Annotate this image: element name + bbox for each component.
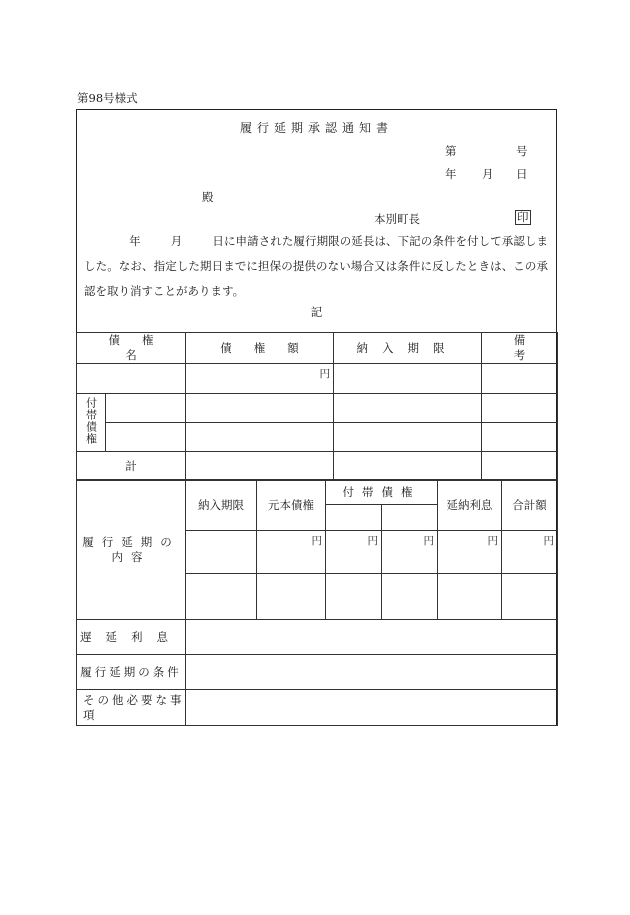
total-label: 計: [77, 452, 186, 481]
header-attached-claim: 付帯債権: [326, 480, 438, 505]
late-interest-cell[interactable]: [186, 620, 558, 655]
header-claim-name: 債権名: [77, 333, 186, 364]
due-date-cell[interactable]: [334, 364, 482, 394]
ext-due-date-cell[interactable]: [186, 531, 257, 574]
conditions-table: [76, 619, 558, 726]
issuer-name: 本別町長: [374, 212, 420, 226]
table-row: [77, 423, 558, 452]
body-year: 年: [129, 234, 141, 248]
claim-amount-cell[interactable]: 円: [186, 364, 334, 394]
seal-mark: [515, 210, 531, 225]
total-due-cell[interactable]: [334, 452, 482, 481]
total-amount-cell[interactable]: [502, 574, 558, 620]
total-row: [77, 452, 558, 481]
header-total-amount: 合計額: [502, 480, 558, 531]
principal-cell[interactable]: 円: [257, 531, 326, 574]
table-row: [77, 690, 558, 726]
total-amount-cell[interactable]: 円: [502, 531, 558, 574]
attached-1-cell[interactable]: 円: [326, 531, 382, 574]
deferred-interest-cell[interactable]: 円: [438, 531, 502, 574]
header-principal: 元本債権: [257, 480, 326, 531]
remarks-cell[interactable]: [482, 364, 558, 394]
attached-2-cell[interactable]: [382, 574, 438, 620]
attached-remarks-cell[interactable]: [482, 423, 558, 452]
late-interest-label: 遅延利息: [77, 620, 186, 655]
extension-header-row: [77, 480, 558, 505]
deferred-interest-cell[interactable]: [438, 574, 502, 620]
attached-due-cell[interactable]: [334, 423, 482, 452]
date-month: 月: [482, 167, 494, 181]
attached-2-cell[interactable]: 円: [382, 531, 438, 574]
table-row: [77, 394, 558, 423]
document-title: 履行延期承認通知書: [239, 121, 393, 135]
date-year: 年: [445, 167, 457, 181]
seal-label: 印: [517, 210, 529, 224]
ki-label: 記: [310, 305, 323, 319]
attached-subcol-1: [326, 505, 382, 531]
total-remarks-cell[interactable]: [482, 452, 558, 481]
attached-subcol-2: [382, 505, 438, 531]
ext-due-date-cell[interactable]: [186, 574, 257, 620]
extension-condition-label: 履行延期の条件: [77, 655, 186, 690]
attached-1-cell[interactable]: [326, 574, 382, 620]
principal-cell[interactable]: [257, 574, 326, 620]
header-deferred-interest: 延納利息: [438, 480, 502, 531]
claim-header-row: [77, 333, 558, 364]
date-day: 日: [516, 167, 528, 181]
header-claim-amount: 債権額: [186, 333, 334, 364]
attached-claim-text: 付帯債権: [84, 396, 98, 445]
attached-remarks-cell[interactable]: [482, 394, 558, 423]
extension-table: [76, 479, 558, 620]
attached-amount-cell[interactable]: [186, 394, 334, 423]
number-prefix: 第: [445, 144, 457, 158]
form-number: 第98号様式: [77, 91, 138, 105]
extension-content-label: 履行延期の内容: [77, 480, 186, 620]
header-due-date: 納入期限: [334, 333, 482, 364]
other-matters-label: その他必要な事項: [77, 690, 186, 726]
attached-name-cell[interactable]: [106, 423, 186, 452]
attached-claim-label: [77, 394, 106, 452]
header-ext-due-date: 納入期限: [186, 480, 257, 531]
claim-name-cell[interactable]: [77, 364, 186, 394]
notice-body: [84, 229, 548, 304]
other-matters-cell[interactable]: [186, 690, 558, 726]
table-row: [77, 655, 558, 690]
number-suffix: 号: [516, 144, 528, 158]
table-row: [77, 620, 558, 655]
table-row: [77, 364, 558, 394]
total-amount-cell[interactable]: [186, 452, 334, 481]
body-month: 月: [170, 234, 183, 248]
header-remarks: 備考: [482, 333, 558, 364]
attached-due-cell[interactable]: [334, 394, 482, 423]
body-text: 日に申請された履行期限の延長は、下記の条件を付して承認しました。なお、指定した期日までに担保の提供のない場合又は条件に反したときは、この承認を取り消すことがあります。: [84, 234, 549, 298]
extension-condition-cell[interactable]: [186, 655, 558, 690]
attached-amount-cell[interactable]: [186, 423, 334, 452]
addressee-honorific: 殿: [202, 190, 214, 204]
attached-name-cell[interactable]: [106, 394, 186, 423]
claim-table: [76, 332, 558, 481]
